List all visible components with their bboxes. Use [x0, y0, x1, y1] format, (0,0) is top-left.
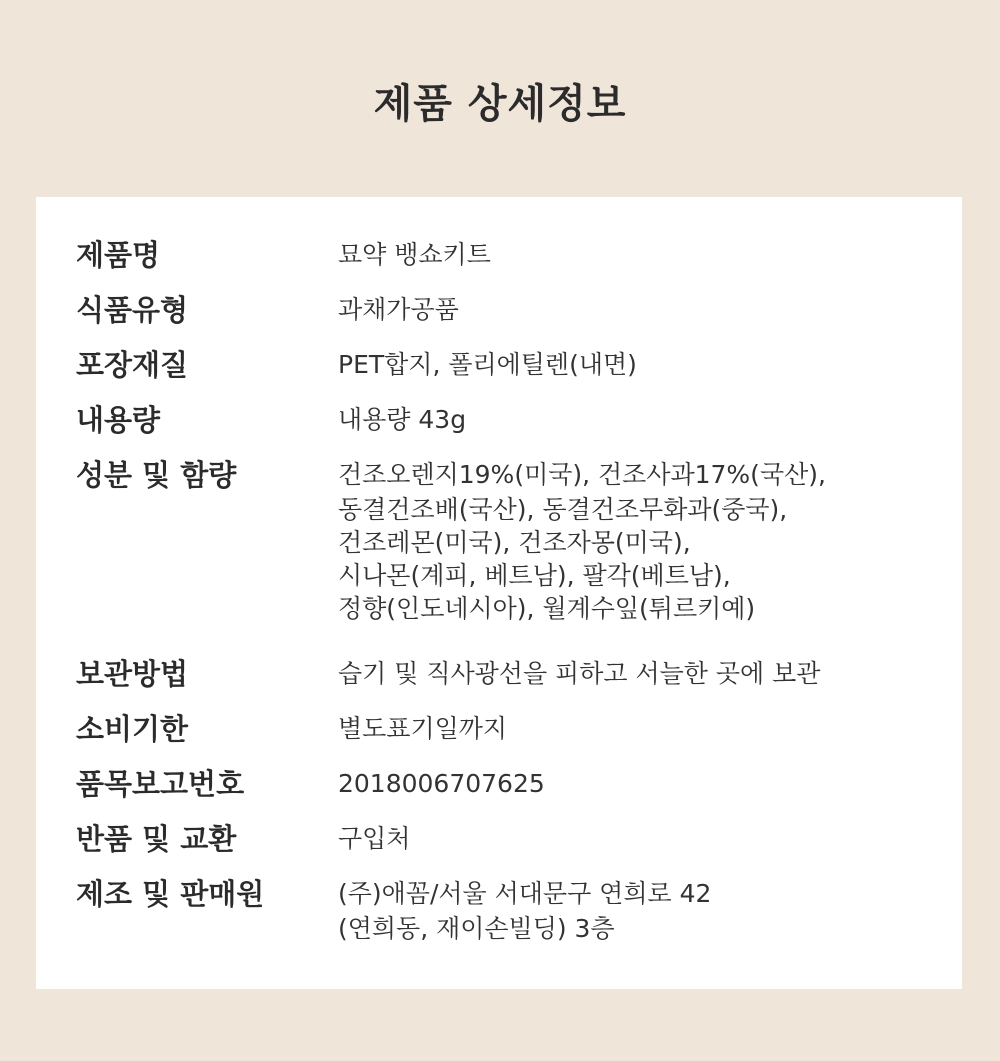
info-value-line: 동결건조배(국산), 동결건조무화과(중국), — [338, 495, 788, 524]
info-label: 식품유형 — [76, 293, 189, 327]
info-label: 품목보고번호 — [76, 767, 245, 801]
page-title: 제품 상세정보 — [373, 81, 627, 127]
info-value-line: (연희동, 재이손빌딩) 3층 — [338, 914, 615, 943]
info-label: 제조 및 판매원 — [76, 877, 265, 911]
info-value-line: 시나몬(계피, 베트남), 팔각(베트남), — [338, 561, 731, 590]
info-value — [338, 711, 936, 747]
info-value — [338, 766, 936, 802]
info-value-line: 건조오렌지19%(미국), 건조사과17%(국산), — [338, 460, 826, 489]
info-row-manufacturer — [76, 876, 936, 945]
product-info-list — [76, 237, 936, 964]
info-value-line: 건조레몬(미국), 건조자몽(미국), — [338, 528, 691, 557]
info-row-report-number — [76, 766, 936, 802]
info-label: 소비기한 — [76, 712, 189, 746]
product-info-card — [36, 197, 962, 989]
info-row-storage — [76, 656, 936, 692]
info-value-line: 별도표기일까지 — [338, 714, 508, 743]
info-row-ingredients — [76, 457, 936, 625]
info-label: 반품 및 교환 — [76, 822, 237, 856]
info-value — [338, 821, 936, 857]
info-value-line: 과채가공품 — [338, 295, 459, 324]
info-label: 제품명 — [76, 238, 161, 272]
info-label: 포장재질 — [76, 348, 189, 382]
info-value-line: 구입처 — [338, 824, 411, 853]
info-value — [338, 292, 936, 328]
info-value-line: 내용량 43g — [338, 405, 467, 434]
info-value-line: 묘약 뱅쇼키트 — [338, 240, 491, 269]
info-row-net-content — [76, 402, 936, 438]
info-value — [338, 402, 936, 438]
info-value-line: PET합지, 폴리에틸렌(내면) — [338, 350, 637, 379]
info-value-line: (주)애꼼/서울 서대문구 연희로 42 — [338, 879, 712, 908]
info-value-line: 정향(인도네시아), 월계수잎(튀르키예) — [338, 594, 756, 623]
info-value — [338, 457, 936, 625]
info-value — [338, 347, 936, 383]
info-value-line: 2018006707625 — [338, 769, 545, 798]
info-value — [338, 237, 936, 273]
info-label: 성분 및 함량 — [76, 458, 237, 492]
info-value — [338, 656, 936, 692]
info-label: 내용량 — [76, 403, 161, 437]
info-row-food-type — [76, 292, 936, 328]
info-row-returns — [76, 821, 936, 857]
info-row-expiry — [76, 711, 936, 747]
info-value-line: 습기 및 직사광선을 피하고 서늘한 곳에 보관 — [338, 659, 821, 688]
info-value — [338, 876, 936, 945]
info-row-product-name — [76, 237, 936, 273]
info-row-packaging — [76, 347, 936, 383]
info-label: 보관방법 — [76, 657, 189, 691]
